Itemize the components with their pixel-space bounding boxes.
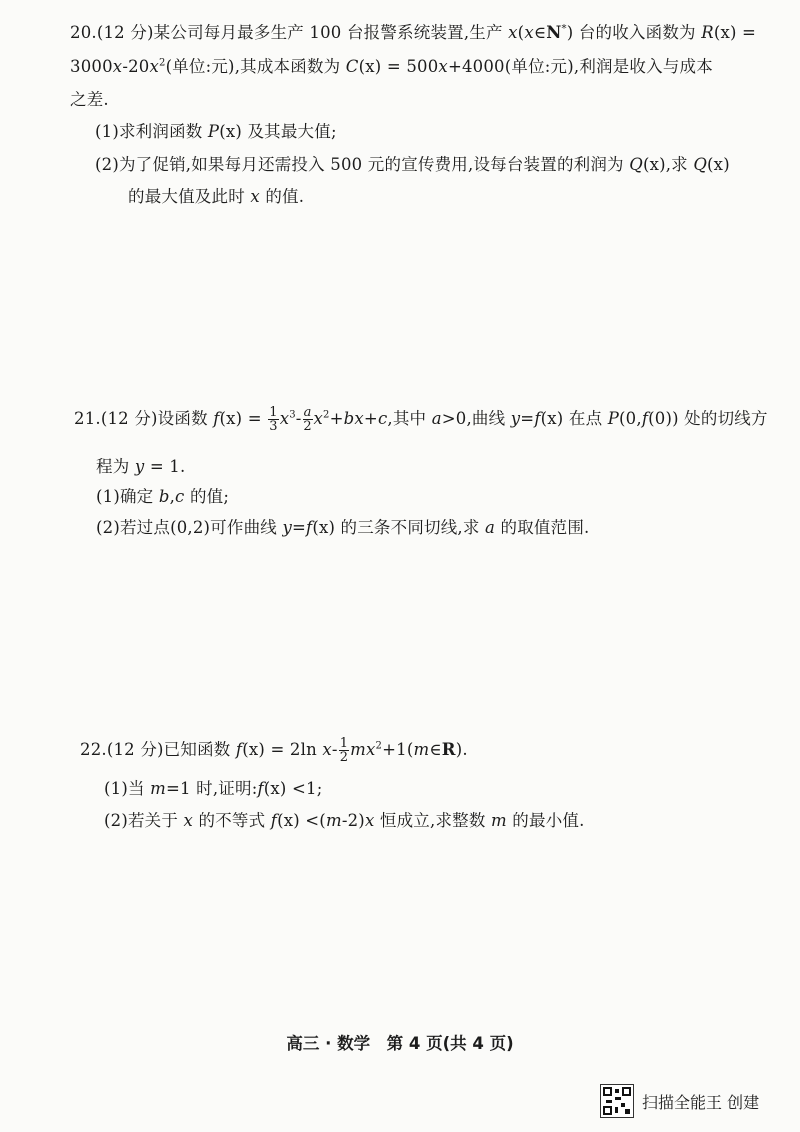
q20-line2: $3000x-20x^2$(单位:元),其成本函数为 C(x) = 500x+4000(单位:元),利润是收入与成本 <box>70 57 713 76</box>
question-number: 22. <box>80 740 107 759</box>
q22-line1: 22.(12 分)已知函数 f(x) = 2ln x- $\frac{1}{2}$ $mx^2+1(m\in R)$. <box>80 736 468 765</box>
q21-line1: 21.(12 分)设函数 f(x) = $\frac{1}{3}$ $x^3-$ $\frac{a}{2}$ $x^2+bx+c$,其中 a>0,曲线 y=f(x) 在点 P(0,f(0)) 处的切线方 <box>74 405 768 434</box>
fraction: $\frac{1}{3}$ <box>269 405 278 434</box>
q22-part2: (2)若关于 x 的不等式 f(x) <(m-2)x 恒成立,求整数 m 的最小值. <box>104 811 585 830</box>
page-footer: 高三 · 数学 第 4 页(共 4 页) <box>286 1034 514 1053</box>
q20-line1: 20.(12 分)某公司每月最多生产 100 台报警系统装置,生产 x(x∈N*) 台的收入函数为 R(x) = <box>70 23 757 42</box>
q20-part2-cont: 的最大值及此时 x 的值. <box>128 187 305 206</box>
qr-code-icon <box>600 1084 634 1118</box>
scanner-watermark <box>600 1084 759 1118</box>
fraction: $\frac{1}{2}$ <box>339 736 349 765</box>
q21-part2: (2)若过点(0,2)可作曲线 y=f(x) 的三条不同切线,求 a 的取值范围. <box>96 518 590 537</box>
q20-part1: (1)求利润函数 P(x) 及其最大值; <box>95 122 337 141</box>
q20-part2: (2)为了促销,如果每月还需投入 500 元的宣传费用,设每台装置的利润为 Q(x),求 Q(x) <box>95 155 730 174</box>
q21-part1: (1)确定 b,c 的值; <box>96 487 230 506</box>
q22-part1: (1)当 m=1 时,证明:f(x) <1; <box>104 779 323 798</box>
fraction: $\frac{a}{2}$ <box>303 405 312 434</box>
q21-line2: 程为 y = 1. <box>96 457 186 476</box>
scanner-label: 扫描全能王 创建 <box>642 1092 760 1112</box>
question-number: 21. <box>74 409 101 428</box>
question-number: 20. <box>70 23 97 42</box>
q20-line3: 之差. <box>70 90 109 109</box>
